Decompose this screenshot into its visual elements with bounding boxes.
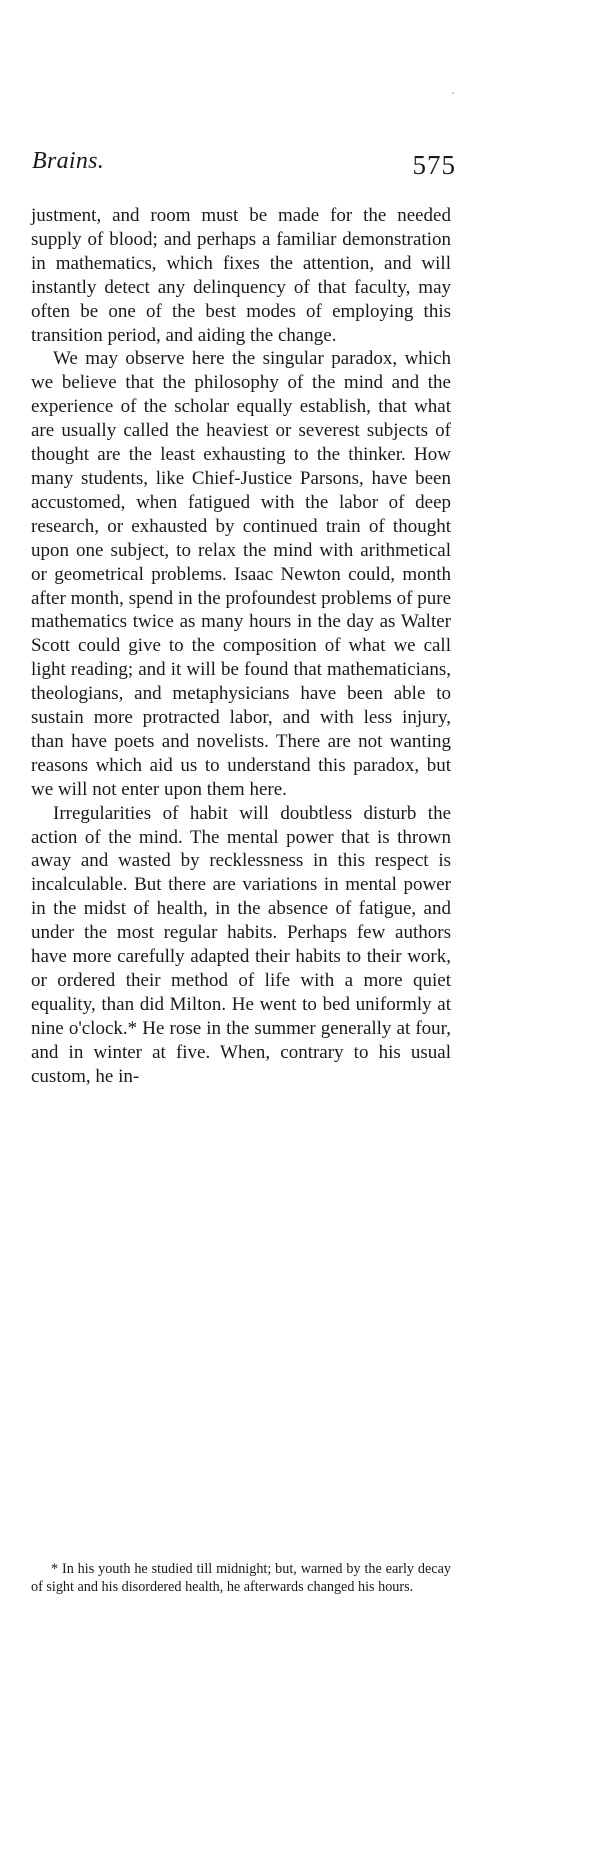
running-head [32,144,456,184]
paper-speck [452,92,454,94]
paragraph-2: We may observe here the singular paradox, which we believe that the philosophy of the mind and the experience of the scholar equally establish, that what are usually called the heaviest or severest subjects of thought are the least exhausting to the thinker. How many students, like Chief-Justice Parsons, have been accustomed, when fatigued with the labor of deep research, or exhausted by continued train of thought upon one subject, to relax the mind with arithmetical or geometrical problems. Isaac Newton could, month after month, spend in the profoundest problems of pure mathematics twice as many hours in the day as Walter Scott could give to the composition of what we call light reading; and it will be found that mathematicians, theologians, and metaphysicians have been able to sustain more protracted labor, and with less injury, than have poets and novelists. There are not wanting reasons which aid us to understand this paradox, but we will not enter upon them here. [31,348,451,800]
paragraph-1: justment, and room must be made for the needed supply of blood; and perhaps a familiar demonstration in mathematics, which fixes the attention, and will instantly detect any delinquency of that faculty, may often be one of the best modes of employing this transition period, and aiding the change. [31,205,451,346]
footnote: * In his youth he studied till midnight; but, warned by the early decay of sight and his disordered health, he afterwards changed his hours. [31,1561,451,1595]
body-text [31,204,451,1089]
page-number: 575 [412,150,456,180]
running-title: Brains. [32,148,105,174]
paragraph-3: Irregularities of habit will doubtless disturb the action of the mind. The mental power that is thrown away and wasted by recklessness in this respect is incalculable. But there are variations in mental power in the midst of health, in the absence of fatigue, and under the most regular habits. Perhaps few authors have more carefully adapted their habits to their work, or ordered their method of life with a more quiet equality, than did Milton. He went to bed uniformly at nine o'clock.* He rose in the summer generally at four, and in winter at five. When, contrary to his usual custom, he in- [31,802,451,1087]
